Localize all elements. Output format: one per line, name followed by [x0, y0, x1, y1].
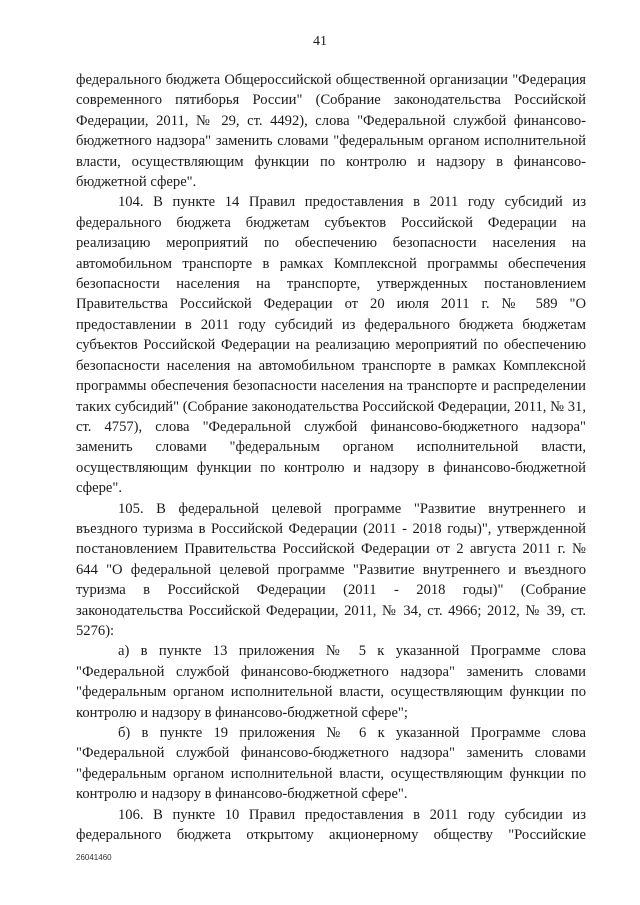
- paragraph-item-104: 104. В пункте 14 Правил предоставления в 2011 году субсидий из федерального бюджета бюджетам субъектов Российской Федерации на реализацию мероприятий по обеспечению безопасности населения на автомобильном транспорте в рамках Комплексной программы обеспечения безопасности населения на транспорте, утвержденных постановлением Правительства Российской Федерации от 20 июля 2011 г. № 589 "О предоставлении в 2011 году субсидий из федерального бюджета бюджетам субъектов Российской Федерации на реализацию мероприятий по обеспечению безопасности населения на автомобильном транспорте в рамках Комплексной программы обеспечения безопасности населения на транспорте и распределении таких субсидий" (Собрание законодательства Российской Федерации, 2011, № 31, ст. 4757), слова "Федеральной службой финансово-бюджетного надзора" заменить словами "федеральным органом исполнительной власти, осуществляющим функции по контролю и надзору в финансово-бюджетной сфере".: [76, 194, 586, 497]
- paragraph-subitem-a: а) в пункте 13 приложения № 5 к указанной Программе слова "Федеральной службой финансово-бюджетного надзора" заменить словами "федеральным органом исполнительной власти, осуществляющим функции по контролю и надзору в финансово-бюджетной сфере";: [76, 643, 586, 721]
- document-code: 26041460: [76, 853, 112, 862]
- paragraph-subitem-b: б) в пункте 19 приложения № 6 к указанной Программе слова "Федеральной службой финансово-бюджетного надзора" заменить словами "федеральным органом исполнительной власти, осуществляющим функции по контролю и надзору в финансово-бюджетной сфере".: [76, 725, 586, 803]
- document-body: [76, 70, 586, 845]
- paragraph-item-106: 106. В пункте 10 Правил предоставления в 2011 году субсидии из федерального бюджета открытому акционерному обществу "Российские: [76, 806, 586, 844]
- page-number: 41: [313, 34, 327, 49]
- paragraph-continuation: федерального бюджета Общероссийской общественной организации "Федерация современного пятиборья России" (Собрание законодательства Российской Федерации, 2011, № 29, ст. 4492), слова "Федеральной службой финансово-бюджетного надзора" заменить словами "федеральным органом исполнительной власти, осуществляющим функции по контролю и надзору в финансово-бюджетной сфере".: [76, 72, 586, 191]
- paragraph-item-105: 105. В федеральной целевой программе "Развитие внутреннего и въездного туризма в Российской Федерации (2011 - 2018 годы)", утвержденной постановлением Правительства Российской Федерации от 2 августа 2011 г. № 644 "О федеральной целевой программе "Развитие внутреннего и въездного туризма в Российской Федерации (2011 - 2018 годы)" (Собрание законодательства Российской Федерации, 2011, № 34, ст. 4966; 2012, № 39, ст. 5276):: [76, 500, 586, 639]
